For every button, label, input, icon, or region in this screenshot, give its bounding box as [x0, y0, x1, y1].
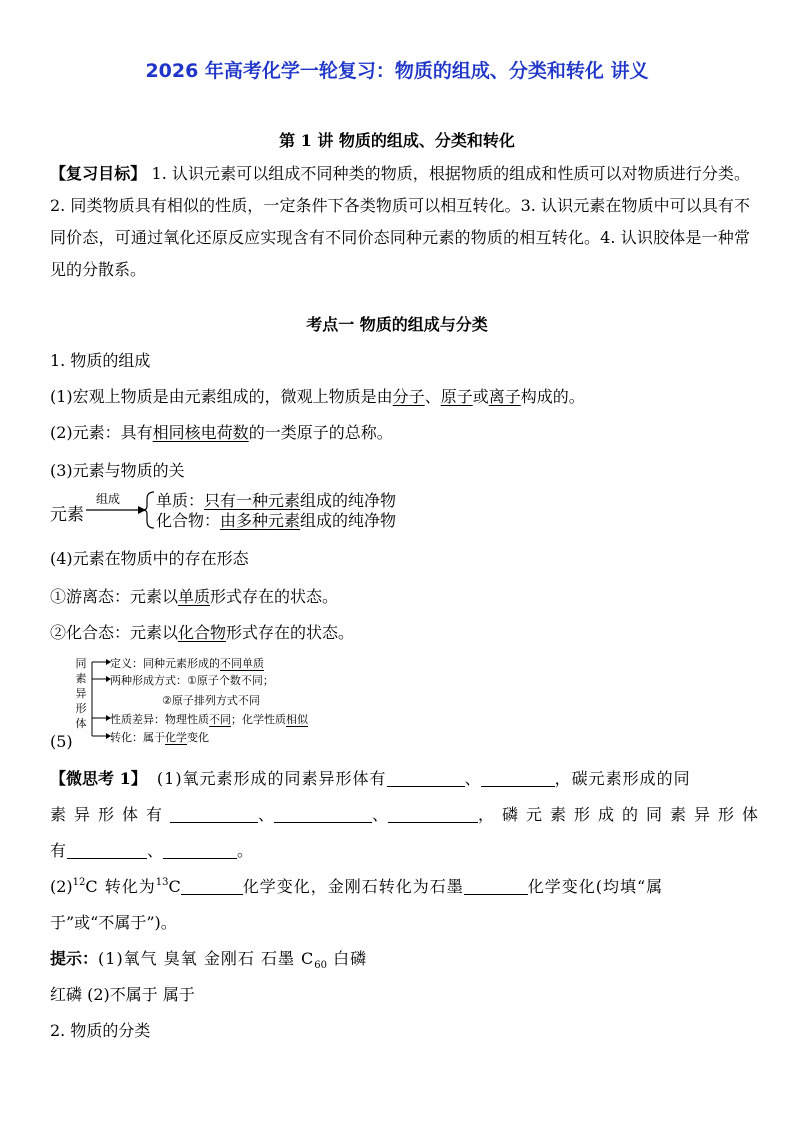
answer-blank — [67, 842, 147, 859]
allotrope-properties: 性质差异：物理性质不同；化学性质相似 — [110, 713, 308, 726]
s1-heading: 1. 物质的组成 — [50, 351, 151, 370]
allotrope-formation: 两种形成方式：①原子个数不同； — [110, 674, 274, 687]
arrow-label: 组成 — [96, 492, 121, 506]
element-substance-diagram — [50, 488, 450, 532]
allotrope-formation-2: ②原子排列方式不同 — [162, 694, 260, 707]
answer-blank — [387, 770, 465, 787]
micro-q1-line3: 有 、 。 — [50, 841, 254, 860]
objectives-label: 【复习目标】 — [50, 164, 147, 183]
underlined-answer: 分子 — [392, 387, 425, 406]
s1-p3: (3)元素与物质的关 — [50, 461, 185, 480]
hint-line2: 红磷 (2)不属于 属于 — [50, 985, 195, 1004]
answer-blank — [170, 806, 258, 823]
s1-p6: ②化合态：元素以化合物形式存在的状态。 — [50, 623, 355, 642]
section1-heading: 考点一 物质的组成与分类 — [306, 315, 488, 334]
allotrope-diagram — [50, 652, 350, 748]
underlined-answer: 单质 — [178, 587, 211, 606]
s1-p5: ①游离态：元素以单质形式存在的状态。 — [50, 587, 339, 606]
answer-blank — [274, 806, 372, 823]
hint-label: 提示： — [50, 949, 99, 968]
underlined-answer: 相同核电荷数 — [152, 423, 249, 442]
compound-line: 化合物：由多种元素组成的纯净物 — [156, 511, 397, 530]
objectives-text: 1. 认识元素可以组成不同种类的物质，根据物质的组成和性质可以对物质进行分类。2. 同类物质具有相似的性质，一定条件下各类物质可以相互转化。3. 认识元素在物质中可以具有不同价态，可通过氧化还原反应实现含有不同价态同种元素的物质的相互转化。4. 认识胶体是一种常见的分散系。 — [50, 164, 750, 279]
brace-icon — [142, 490, 156, 530]
s2-heading: 2. 物质的分类 — [50, 1021, 151, 1040]
underlined-answer: 原子 — [440, 387, 473, 406]
micro-q1-line1: 【微思考 1】 (1)氧元素形成的同素异形体有 、 ，碳元素形成的同 — [50, 769, 691, 788]
answer-blank — [388, 806, 478, 823]
allotrope-definition: 定义：同种元素形成的不同单质 — [110, 657, 264, 670]
element-label: 元素 — [50, 505, 84, 525]
document-title: 2026 年高考化学一轮复习：物质的组成、分类和转化 讲义 — [145, 60, 649, 82]
hint-line1: 提示：(1)氧气 臭氧 金刚石 石墨 $C_{60}$ 白磷 — [50, 949, 368, 971]
micro-q1-line2: 素异形体有 、 、 ，磷元素形成的同素异形体 — [50, 805, 767, 824]
answer-blank — [163, 842, 237, 859]
micro-label: 【微思考 1】 — [50, 769, 147, 788]
answer-blank — [464, 878, 528, 895]
micro-q2-line1: $(2)^{12}C$ 转化为$^{13}$C 化学变化，金刚石转化为石墨 化学变化(均填“属 — [50, 877, 664, 896]
s1-p2: (2)元素：具有相同核电荷数的一类原子的总称。 — [50, 423, 393, 442]
underlined-answer: 化合物 — [178, 623, 227, 642]
answer-blank — [181, 878, 243, 895]
lecture-heading: 第 1 讲 物质的组成、分类和转化 — [279, 131, 515, 150]
s1-p1: (1)宏观上物质是由元素组成的，微观上物质是由分子、原子或离子构成的。 — [50, 387, 585, 406]
micro-q2-line2: 于”或“不属于”)。 — [50, 913, 177, 932]
underlined-answer: 离子 — [488, 387, 521, 406]
answer-blank — [481, 770, 555, 787]
allotrope-conversion: 转化：属于化学变化 — [110, 731, 209, 744]
review-objectives — [50, 158, 750, 286]
simple-substance-line: 单质：只有一种元素组成的纯净物 — [156, 491, 397, 510]
arrow-icon — [86, 502, 146, 518]
s1-p7-label: (5) — [50, 732, 73, 751]
allotrope-vertical-label: 同 素 异 形 体 — [75, 657, 87, 730]
allotrope-arrows — [88, 652, 112, 748]
s1-p4: (4)元素在物质中的存在形态 — [50, 549, 249, 568]
